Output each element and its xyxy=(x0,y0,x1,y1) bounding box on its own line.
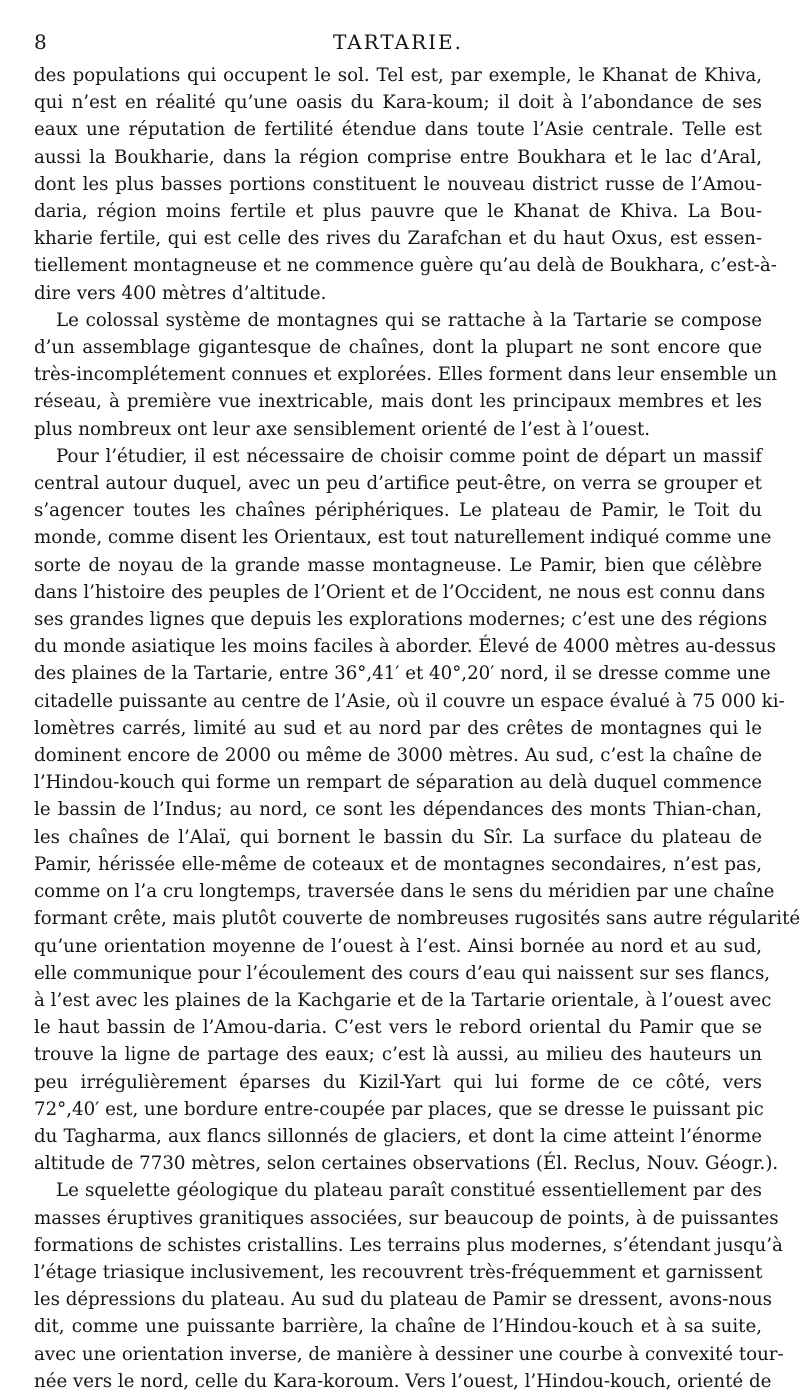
paragraph xyxy=(34,443,800,1177)
text-line: Pamir, hérissée elle-même de coteaux et de montagnes secondaires, n’est pas, xyxy=(34,853,762,875)
text-line: peu irrégulièrement éparses du Kizil-Yart qui lui forme de ce côté, vers xyxy=(34,1071,762,1093)
text-line: tiellement montagneuse et ne commence guère qu’au delà de Boukhara, c’est-à- xyxy=(34,255,777,277)
text-line: dominent encore de 2000 ou même de 3000 mètres. Au sud, c’est la chaîne de xyxy=(34,745,762,767)
text-line: le bassin de l’Indus; au nord, ce sont les dépendances des monts Thian-chan, xyxy=(34,799,762,821)
text-line: Le squelette géologique du plateau paraît constitué essentiellement par des xyxy=(56,1180,762,1202)
text-line: central autour duquel, avec un peu d’artifice peut-être, on verra se grouper et xyxy=(34,473,762,495)
text-line: l’Hindou-kouch qui forme un rempart de séparation au delà duquel commence xyxy=(34,772,762,794)
text-line: formant crête, mais plutôt couverte de nombreuses rugosités sans autre régularité xyxy=(34,908,800,930)
text-line: s’agencer toutes les chaînes périphériques. Le plateau de Pamir, le Toit du xyxy=(34,500,762,522)
text-line: très-incomplétement connues et explorées. Elles forment dans leur ensemble un xyxy=(34,364,778,386)
text-line: plus nombreux ont leur axe sensiblement orienté de l’est à l’ouest. xyxy=(34,418,651,440)
text-line: elle communique pour l’écoulement des cours d’eau qui naissent sur ses flancs, xyxy=(34,962,771,984)
paragraph xyxy=(34,62,777,307)
text-line: du Tagharma, aux flancs sillonnés de glaciers, et dont la cime atteint l’énorme xyxy=(34,1125,762,1147)
text-line: altitude de 7730 mètres, selon certaines observations (Él. Reclus, Nouv. Géogr.). xyxy=(34,1153,779,1175)
text-line: monde, comme disent les Orientaux, est tout naturellement indiqué comme une xyxy=(34,527,772,549)
text-line: les chaînes de l’Alaï, qui bornent le bassin du Sîr. La surface du plateau de xyxy=(34,826,762,848)
text-line: masses éruptives granitiques associées, sur beaucoup de points, à de puissantes xyxy=(34,1207,779,1229)
text-line: dont les plus basses portions constituent le nouveau district russe de l’Amou- xyxy=(34,173,762,195)
text-line: comme on l’a cru longtemps, traversée dans le sens du méridien par une chaîne xyxy=(34,881,775,903)
text-line: lomètres carrés, limité au sud et au nord par des crêtes de montagnes qui le xyxy=(34,717,762,739)
text-line: l’étage triasique inclusivement, les recouvrent très-fréquemment et garnissent xyxy=(34,1261,763,1283)
text-line: Pour l’étudier, il est nécessaire de choisir comme point de départ un massif xyxy=(56,445,762,467)
text-line: kharie fertile, qui est celle des rives du Zarafchan et du haut Oxus, est essen- xyxy=(34,228,762,250)
text-line: à l’est avec les plaines de la Kachgarie et de la Tartarie orientale, à l’ouest avec xyxy=(34,989,772,1011)
text-line: avec une orientation inverse, de manière à dessiner une courbe à convexité tour- xyxy=(34,1343,784,1365)
paragraph xyxy=(34,1177,784,1395)
text-line: le haut bassin de l’Amou-daria. C’est vers le rebord oriental du Pamir que se xyxy=(34,1017,762,1039)
text-line: née vers le nord, celle du Kara-koroum. Vers l’ouest, l’Hindou-kouch, orienté de xyxy=(34,1370,772,1392)
page-header xyxy=(34,28,762,62)
text-line: qui n’est en réalité qu’une oasis du Kara-koum; il doit à l’abondance de ses xyxy=(34,92,762,114)
text-line: du monde asiatique les moins faciles à aborder. Élevé de 4000 mètres au-dessus xyxy=(34,636,776,658)
text-line: aussi la Boukharie, dans la région comprise entre Boukhara et le lac d’Aral, xyxy=(34,146,762,168)
text-line: réseau, à première vue inextricable, mais dont les principaux membres et les xyxy=(34,391,762,413)
text-line: trouve la ligne de partage des eaux; c’est là aussi, au milieu des hauteurs un xyxy=(34,1044,762,1066)
text-line: formations de schistes cristallins. Les terrains plus modernes, s’étendant jusqu’à xyxy=(34,1234,783,1256)
text-line: ses grandes lignes que depuis les explorations modernes; c’est une des régions xyxy=(34,609,768,631)
text-line: dire vers 400 mètres d’altitude. xyxy=(34,282,327,304)
text-line: eaux une réputation de fertilité étendue dans toute l’Asie centrale. Telle est xyxy=(34,119,762,141)
text-line: dit, comme une puissante barrière, la chaîne de l’Hindou-kouch et à sa suite, xyxy=(34,1316,762,1338)
text-line: sorte de noyau de la grande masse montagneuse. Le Pamir, bien que célèbre xyxy=(34,554,762,576)
page-number: 8 xyxy=(34,30,47,54)
text-line: citadelle puissante au centre de l’Asie, où il couvre un espace évalué à 75 000 ki- xyxy=(34,690,785,712)
text-line: des populations qui occupent le sol. Tel est, par exemple, le Khanat de Khiva, xyxy=(34,65,762,86)
text-line: les dépressions du plateau. Au sud du plateau de Pamir se dressent, avons-nous xyxy=(34,1289,772,1311)
text-line: d’un assemblage gigantesque de chaînes, dont la plupart ne sont encore que xyxy=(34,337,762,359)
body-text xyxy=(34,62,800,1395)
text-line: qu’une orientation moyenne de l’ouest à l’est. Ainsi bornée au nord et au sud, xyxy=(34,935,762,957)
text-line: des plaines de la Tartarie, entre 36°,41′ et 40°,20′ nord, il se dresse comme une xyxy=(34,663,771,685)
text-line: daria, région moins fertile et plus pauvre que le Khanat de Khiva. La Bou- xyxy=(34,201,762,223)
text-line: 72°,40′ est, une bordure entre-coupée par places, que se dresse le puissant pic xyxy=(34,1098,764,1120)
text-line: dans l’histoire des peuples de l’Orient et de l’Occident, ne nous est connu dans xyxy=(34,581,766,603)
running-title: TARTARIE. xyxy=(332,30,463,54)
text-line: Le colossal système de montagnes qui se rattache à la Tartarie se compose xyxy=(56,309,762,331)
paragraph xyxy=(34,307,778,443)
